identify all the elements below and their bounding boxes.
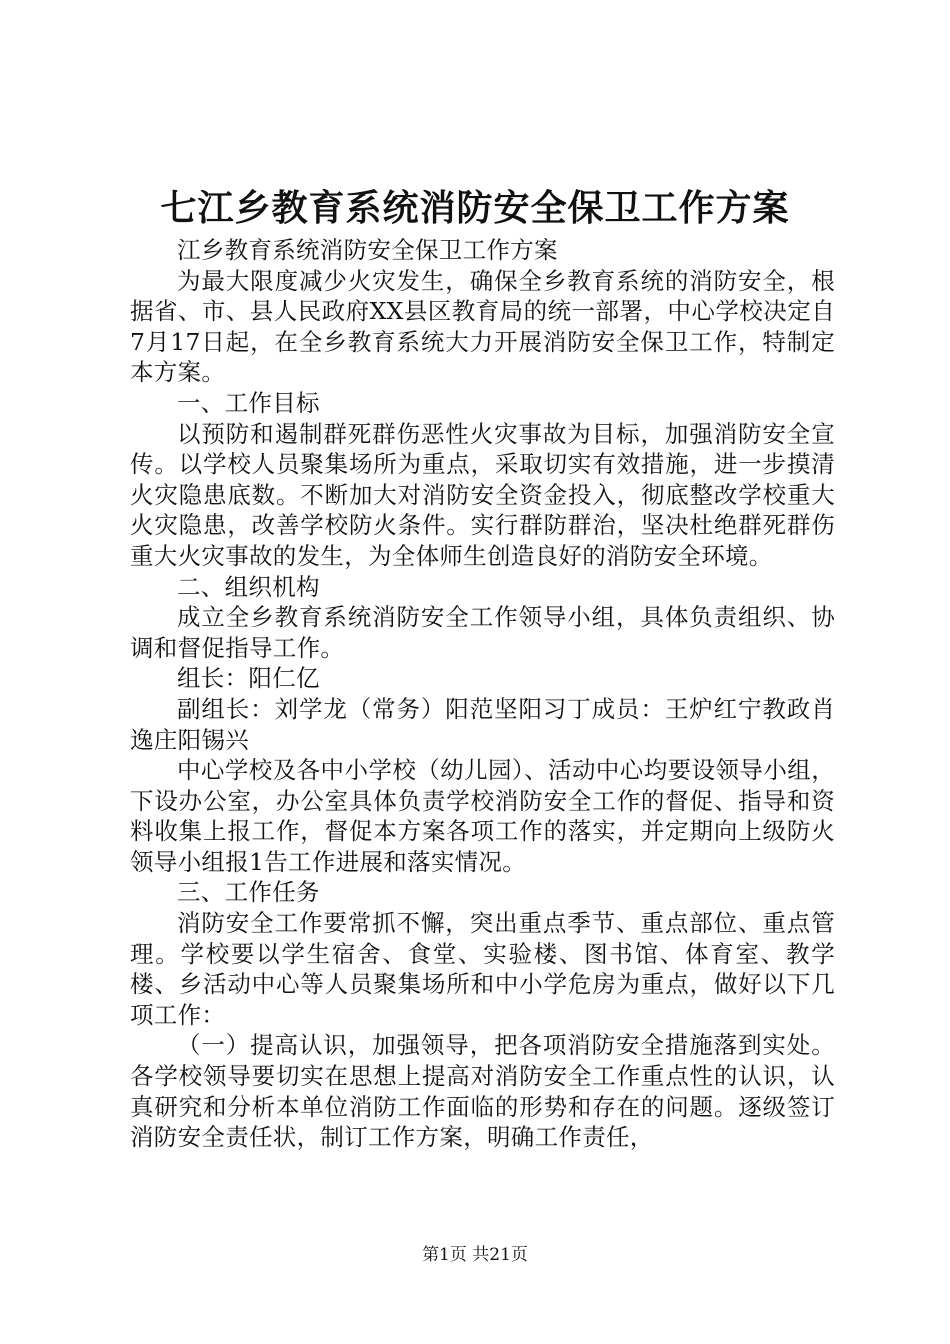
office-paragraph: 中心学校及各中小学校（幼儿园）、活动中心均要设领导小组，下设办公室，办公室具体负责学校消防安全工作的督促、指导和资料收集上报工作，督促本方案各项工作的落实，并定期向上级防火领导小组报1告工作进展和落实情况。	[130, 756, 835, 876]
section-heading-organization: 二、组织机构	[177, 572, 320, 601]
organization-paragraph: 成立全乡教育系统消防安全工作领导小组，具体负责组织、协调和督促指导工作。	[130, 603, 835, 662]
subtitle-paragraph: 江乡教育系统消防安全保卫工作方案	[177, 236, 558, 264]
section-heading-goals: 一、工作目标	[177, 388, 320, 417]
intro-paragraph: 为最大限度减少火灾发生，确保全乡教育系统的消防安全，根据省、市、县人民政府XX县区教育局的统一部署，中心学校决定自7月17日起，在全乡教育系统大力开展消防安全保卫工作，特制定本方案。	[130, 266, 835, 387]
goals-paragraph: 以预防和遏制群死群伤恶性火灾事故为目标，加强消防安全宣传。以学校人员聚集场所为重点，采取切实有效措施，进一步摸清火灾隐患底数。不断加大对消防安全资金投入，彻底整改学校重大火灾隐患，改善学校防火条件。实行群防群治，坚决杜绝群死群伤重大火灾事故的发生，为全体师生创造良好的消防安全环境。	[130, 419, 835, 570]
page-footer: 第1页 共21页	[422, 1245, 528, 1265]
deputy-leader-line: 副组长：刘学龙（常务）阳范坚阳习丁成员：王炉红宁教政肖逸庄阳锡兴	[130, 694, 835, 754]
document-body	[130, 235, 835, 1153]
leader-line: 组长：阳仁亿	[177, 664, 320, 693]
section-heading-tasks: 三、工作任务	[177, 878, 320, 907]
tasks-paragraph: 消防安全工作要常抓不懈，突出重点季节、重点部位、重点管理。学校要以学生宿舍、食堂、实验楼、图书馆、体育室、教学楼、乡活动中心等人员聚集场所和中小学危房为重点，做好以下几项工作：	[130, 909, 835, 1029]
task-one-paragraph: （一）提高认识，加强领导，把各项消防安全措施落到实处。各学校领导要切实在思想上提高对消防安全工作重点性的认识，认真研究和分析本单位消防工作面临的形势和存在的问题。逐级签订消防安全责任状，制订工作方案，明确工作责任，	[130, 1031, 835, 1152]
document-title: 七江乡教育系统消防安全保卫工作方案	[160, 187, 790, 229]
